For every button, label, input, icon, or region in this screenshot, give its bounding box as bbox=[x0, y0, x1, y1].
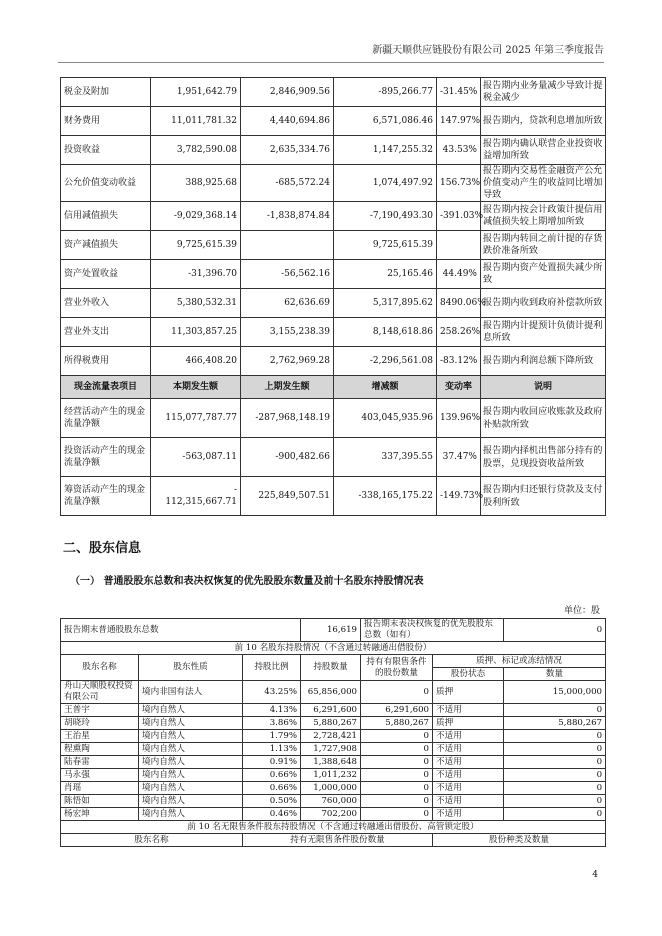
cash-current bbox=[151, 477, 241, 516]
profit-row bbox=[61, 78, 606, 107]
profit-row bbox=[61, 202, 606, 231]
holder-restricted: 0 bbox=[361, 743, 433, 756]
cash-previous: -287,968,148.19 bbox=[241, 399, 334, 438]
holder-status: 不适用 bbox=[433, 743, 504, 756]
holder-row bbox=[61, 808, 606, 821]
row-rate: 43.53% bbox=[437, 136, 481, 165]
holder-qty: 6,291,600 bbox=[301, 704, 361, 717]
holder-qty: 1,727,908 bbox=[301, 743, 361, 756]
holder-ratio: 43.25% bbox=[243, 681, 301, 704]
row-note: 报告期内业务量减少导致计提税金减少 bbox=[481, 78, 606, 107]
row-current: 1,951,642.79 bbox=[151, 78, 241, 107]
cash-item: 筹资活动产生的现金流量净额 bbox=[61, 477, 151, 516]
profit-row bbox=[61, 136, 606, 165]
row-change: 8,148,618.86 bbox=[334, 318, 437, 347]
holder-status: 不适用 bbox=[433, 730, 504, 743]
holder-restricted: 0 bbox=[361, 730, 433, 743]
cash-rate: -149.73% bbox=[437, 477, 481, 516]
holder-name: 陆春雷 bbox=[61, 756, 139, 769]
header-pledge: 质押、标记或冻结情况 bbox=[433, 655, 606, 668]
row-previous: 62,636.69 bbox=[241, 289, 334, 318]
cash-rate: 139.96% bbox=[437, 399, 481, 438]
row-note: 报告期内计提预计负债计提利息所致 bbox=[481, 318, 606, 347]
holder-status: 不适用 bbox=[433, 769, 504, 782]
row-previous: 2,762,969.28 bbox=[241, 347, 334, 376]
holder-ratio: 4.13% bbox=[243, 704, 301, 717]
holder-count: 0 bbox=[504, 743, 606, 756]
holder-qty: 1,388,648 bbox=[301, 756, 361, 769]
holder-row bbox=[61, 704, 606, 717]
holder-name: 胡晓玲 bbox=[61, 717, 139, 730]
cash-header-current: 本期发生额 bbox=[151, 376, 241, 399]
holder-ratio: 1.79% bbox=[243, 730, 301, 743]
row-previous: 3,155,238.39 bbox=[241, 318, 334, 347]
holder-count: 0 bbox=[504, 782, 606, 795]
profit-row bbox=[61, 260, 606, 289]
row-item: 营业外收入 bbox=[61, 289, 151, 318]
holder-status: 不适用 bbox=[433, 808, 504, 821]
holder-count: 0 bbox=[504, 795, 606, 808]
shareholders-table bbox=[60, 618, 606, 847]
unit-label: 单位：股 bbox=[563, 606, 600, 616]
total-holders-value: 16,619 bbox=[301, 619, 361, 642]
cash-change: 337,395.55 bbox=[334, 438, 437, 477]
row-note: 报告期内利润总额下降所致 bbox=[481, 347, 606, 376]
top10-title-row bbox=[61, 642, 606, 655]
row-previous: -56,562.16 bbox=[241, 260, 334, 289]
holder-name: 程熏陶 bbox=[61, 743, 139, 756]
holder-restricted: 0 bbox=[361, 808, 433, 821]
row-change: 1,147,255.32 bbox=[334, 136, 437, 165]
row-current: 388,925.68 bbox=[151, 165, 241, 202]
section-subtitle: （一） 普通股股东总数和表决权恢复的优先股股东数量及前十名股东持股情况表 bbox=[70, 576, 424, 587]
cash-current-a: - bbox=[233, 485, 237, 495]
cash-current-a: 115,077,787.77 bbox=[165, 413, 237, 423]
holder-row bbox=[61, 756, 606, 769]
header-status: 股份状态 bbox=[433, 668, 504, 681]
profit-row bbox=[61, 231, 606, 260]
holder-name: 陈悟如 bbox=[61, 795, 139, 808]
header-nature: 股东性质 bbox=[139, 655, 243, 681]
cash-row bbox=[61, 438, 606, 477]
holder-name: 肖瑶 bbox=[61, 782, 139, 795]
holder-ratio: 0.66% bbox=[243, 782, 301, 795]
holder-nature: 境内自然人 bbox=[139, 717, 243, 730]
row-rate bbox=[437, 231, 481, 260]
row-previous: -685,572.24 bbox=[241, 165, 334, 202]
cash-change: -338,165,175.22 bbox=[334, 477, 437, 516]
cash-change: 403,045,935.96 bbox=[334, 399, 437, 438]
holder-restricted: 0 bbox=[361, 756, 433, 769]
header-title: 新疆天顺供应链股份有限公司 2025 年第三季度报告 bbox=[372, 45, 604, 56]
holder-count: 0 bbox=[504, 730, 606, 743]
row-item: 投资收益 bbox=[61, 136, 151, 165]
holder-nature: 境内自然人 bbox=[139, 704, 243, 717]
holder-count: 0 bbox=[504, 756, 606, 769]
holder-status: 质押 bbox=[433, 681, 504, 704]
holders-summary-row bbox=[61, 619, 606, 642]
row-rate: 156.73% bbox=[437, 165, 481, 202]
unrestricted-type: 股份种类及数量 bbox=[433, 834, 606, 847]
row-current: 11,303,857.25 bbox=[151, 318, 241, 347]
holder-restricted: 0 bbox=[361, 769, 433, 782]
unrestricted-name: 股东名称 bbox=[61, 834, 243, 847]
row-previous: 4,440,694.86 bbox=[241, 107, 334, 136]
cash-note: 报告期内收回应收账款及政府补贴款所致 bbox=[481, 399, 606, 438]
holder-qty: 1,000,000 bbox=[301, 782, 361, 795]
row-item: 所得税费用 bbox=[61, 347, 151, 376]
row-rate: -83.12% bbox=[437, 347, 481, 376]
section-title: 二、股东信息 bbox=[63, 541, 142, 556]
cash-item: 投资活动产生的现金流量净额 bbox=[61, 438, 151, 477]
holder-row bbox=[61, 681, 606, 704]
holder-ratio: 1.13% bbox=[243, 743, 301, 756]
holder-qty: 5,880,267 bbox=[301, 717, 361, 730]
holder-restricted: 5,880,267 bbox=[361, 717, 433, 730]
holder-ratio: 0.50% bbox=[243, 795, 301, 808]
holder-status: 质押 bbox=[433, 717, 504, 730]
holder-count: 15,000,000 bbox=[504, 681, 606, 704]
cash-note: 报告期内择机出售部分持有的股票，兑现投资收益所致 bbox=[481, 438, 606, 477]
row-rate: -391.03% bbox=[437, 202, 481, 231]
row-current: -31,396.70 bbox=[151, 260, 241, 289]
row-note: 报告期内转回之前计提的存货跌价准备所致 bbox=[481, 231, 606, 260]
row-item: 资产减值损失 bbox=[61, 231, 151, 260]
cash-header-item: 现金流量表项目 bbox=[61, 376, 151, 399]
row-rate: 44.49% bbox=[437, 260, 481, 289]
cash-header-row bbox=[61, 376, 606, 399]
row-current: 5,380,532.31 bbox=[151, 289, 241, 318]
holder-name: 马永强 bbox=[61, 769, 139, 782]
row-item: 税金及附加 bbox=[61, 78, 151, 107]
header-count: 数量 bbox=[504, 668, 606, 681]
cash-header-rate: 变动率 bbox=[437, 376, 481, 399]
holder-ratio: 0.91% bbox=[243, 756, 301, 769]
cash-current bbox=[151, 438, 241, 477]
row-note: 报告期内，贷款利息增加所致 bbox=[481, 107, 606, 136]
holder-count: 0 bbox=[504, 704, 606, 717]
row-rate: -31.45% bbox=[437, 78, 481, 107]
holder-name: 王普宇 bbox=[61, 704, 139, 717]
holder-row bbox=[61, 717, 606, 730]
holder-qty: 702,200 bbox=[301, 808, 361, 821]
holder-nature: 境内自然人 bbox=[139, 795, 243, 808]
row-previous: 2,635,334.76 bbox=[241, 136, 334, 165]
cash-row bbox=[61, 477, 606, 516]
cash-current-b: 112,315,667.71 bbox=[165, 497, 237, 507]
profit-row bbox=[61, 165, 606, 202]
holder-qty: 1,011,232 bbox=[301, 769, 361, 782]
holder-nature: 境内自然人 bbox=[139, 808, 243, 821]
holder-count: 5,880,267 bbox=[504, 717, 606, 730]
holder-nature: 境内自然人 bbox=[139, 756, 243, 769]
holders-header-row bbox=[61, 655, 606, 668]
row-change: 5,317,895.62 bbox=[334, 289, 437, 318]
row-rate: 147.97% bbox=[437, 107, 481, 136]
pref-holders-label: 报告期末表决权恢复的优先股股东总数（如有） bbox=[361, 619, 504, 642]
page-number: 4 bbox=[592, 870, 598, 880]
header-qty: 持股数量 bbox=[301, 655, 361, 681]
cash-note: 报告期内归还银行贷款及支付股利所致 bbox=[481, 477, 606, 516]
row-change: -2,296,561.08 bbox=[334, 347, 437, 376]
holder-ratio: 0.46% bbox=[243, 808, 301, 821]
holder-restricted: 0 bbox=[361, 782, 433, 795]
row-current: 3,782,590.08 bbox=[151, 136, 241, 165]
row-current: 9,725,615.39 bbox=[151, 231, 241, 260]
holder-name: 杨宏坤 bbox=[61, 808, 139, 821]
header-ratio: 持股比例 bbox=[243, 655, 301, 681]
unrestricted-title-row bbox=[61, 821, 606, 834]
holder-qty: 65,856,000 bbox=[301, 681, 361, 704]
cash-previous: 225,849,507.51 bbox=[241, 477, 334, 516]
profit-row bbox=[61, 347, 606, 376]
row-note: 报告期内确认联营企业投资收益增加所致 bbox=[481, 136, 606, 165]
holder-count: 0 bbox=[504, 769, 606, 782]
row-current: -9,029,368.14 bbox=[151, 202, 241, 231]
cash-current bbox=[151, 399, 241, 438]
row-change: 6,571,086.46 bbox=[334, 107, 437, 136]
income-change-table bbox=[60, 77, 606, 516]
row-previous: 2,846,909.56 bbox=[241, 78, 334, 107]
row-note: 报告期内资产处置损失减少所致 bbox=[481, 260, 606, 289]
row-change: 9,725,615.39 bbox=[334, 231, 437, 260]
cash-header-change: 增减额 bbox=[334, 376, 437, 399]
profit-row bbox=[61, 107, 606, 136]
row-item: 财务费用 bbox=[61, 107, 151, 136]
holder-row bbox=[61, 795, 606, 808]
holder-ratio: 0.66% bbox=[243, 769, 301, 782]
cash-row bbox=[61, 399, 606, 438]
holder-status: 不适用 bbox=[433, 704, 504, 717]
unrestricted-qty: 持有无限售条件股份数量 bbox=[243, 834, 433, 847]
cash-current-a: -563,087.11 bbox=[182, 452, 237, 462]
row-rate: 258.26% bbox=[437, 318, 481, 347]
profit-row bbox=[61, 318, 606, 347]
holder-status: 不适用 bbox=[433, 782, 504, 795]
holder-row bbox=[61, 730, 606, 743]
holder-nature: 境内自然人 bbox=[139, 782, 243, 795]
row-change: -7,190,493.30 bbox=[334, 202, 437, 231]
header-name: 股东名称 bbox=[61, 655, 139, 681]
unrestricted-header-row bbox=[61, 834, 606, 847]
holder-restricted: 0 bbox=[361, 795, 433, 808]
unrestricted-title: 前 10 名无限售条件股东持股情况（不含通过转融通出借股份、高管锁定股） bbox=[61, 821, 606, 834]
row-previous bbox=[241, 231, 334, 260]
holder-name: 王治星 bbox=[61, 730, 139, 743]
cash-header-previous: 上期发生额 bbox=[241, 376, 334, 399]
holder-row bbox=[61, 769, 606, 782]
holder-name: 舟山天顺股权投资有限公司 bbox=[61, 681, 139, 704]
holder-status: 不适用 bbox=[433, 756, 504, 769]
row-rate: 8490.06% bbox=[437, 289, 481, 318]
row-current: 11,011,781.32 bbox=[151, 107, 241, 136]
total-holders-label: 报告期末普通股股东总数 bbox=[61, 619, 301, 642]
page-header bbox=[58, 40, 604, 63]
holder-nature: 境内自然人 bbox=[139, 730, 243, 743]
row-change: 25,165.46 bbox=[334, 260, 437, 289]
pref-holders-value: 0 bbox=[504, 619, 606, 642]
row-item: 营业外支出 bbox=[61, 318, 151, 347]
row-item: 信用减值损失 bbox=[61, 202, 151, 231]
header-restricted: 持有有限售条件的股份数量 bbox=[361, 655, 433, 681]
row-current: 466,408.20 bbox=[151, 347, 241, 376]
row-previous: -1,838,874.84 bbox=[241, 202, 334, 231]
holder-nature: 境内非国有法人 bbox=[139, 681, 243, 704]
profit-row bbox=[61, 289, 606, 318]
holder-status: 不适用 bbox=[433, 795, 504, 808]
row-item: 公允价值变动收益 bbox=[61, 165, 151, 202]
top10-title: 前 10 名股东持股情况（不含通过转融通出借股份） bbox=[61, 642, 606, 655]
row-item: 资产处置收益 bbox=[61, 260, 151, 289]
holder-ratio: 3.86% bbox=[243, 717, 301, 730]
holder-qty: 760,000 bbox=[301, 795, 361, 808]
holder-nature: 境内自然人 bbox=[139, 769, 243, 782]
holder-qty: 2,728,421 bbox=[301, 730, 361, 743]
holder-nature: 境内自然人 bbox=[139, 743, 243, 756]
cash-header-note: 说明 bbox=[481, 376, 606, 399]
holder-restricted: 6,291,600 bbox=[361, 704, 433, 717]
holder-row bbox=[61, 743, 606, 756]
holder-restricted: 0 bbox=[361, 681, 433, 704]
row-note: 报告期内交易性金融资产公允价值变动产生的收益同比增加导致 bbox=[481, 165, 606, 202]
cash-previous: -900,482.66 bbox=[241, 438, 334, 477]
row-change: -895,266.77 bbox=[334, 78, 437, 107]
row-note: 报告期内按会计政策计提信用减值损失较上期增加所致 bbox=[481, 202, 606, 231]
row-change: 1,074,497.92 bbox=[334, 165, 437, 202]
row-note: 报告期内收到政府补偿款所致 bbox=[481, 289, 606, 318]
holder-count: 0 bbox=[504, 808, 606, 821]
cash-item: 经营活动产生的现金流量净额 bbox=[61, 399, 151, 438]
holder-row bbox=[61, 782, 606, 795]
cash-rate: 37.47% bbox=[437, 438, 481, 477]
